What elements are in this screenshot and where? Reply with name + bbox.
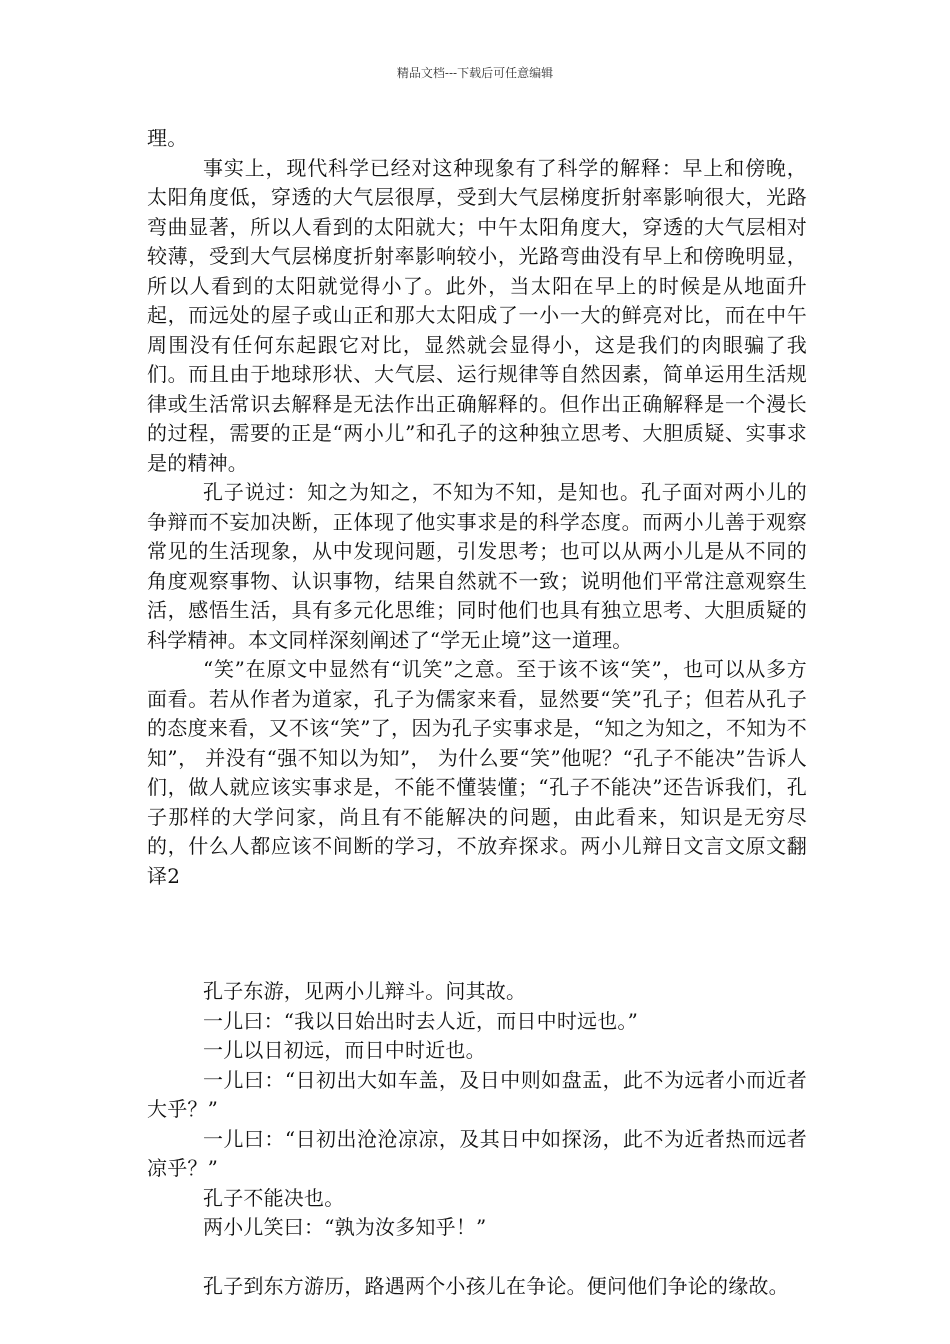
classical-text-line: 孔子不能决也。	[203, 1185, 345, 1210]
blank-space	[147, 891, 807, 977]
classical-text-line: 一儿曰：“日初出大如车盖，及日中则如盘盂，此不为远者小而近者大乎？”	[147, 1067, 807, 1121]
translation-paragraph: 孔子到东方游历，路遇两个小孩儿在争论。便问他们争论的缘故。	[203, 1273, 789, 1298]
classical-text-line: 两小儿笑曰：“孰为汝多知乎！”	[203, 1215, 487, 1239]
classical-text-line: 一儿曰：“日初出沧沧凉凉，及其日中如探汤，此不为近者热而远者凉乎？”	[147, 1126, 807, 1180]
document-body	[147, 124, 807, 1301]
blank-space	[147, 1243, 807, 1272]
classical-text-line: 孔子东游，见两小儿辩斗。问其故。	[203, 979, 527, 1003]
classical-text-line: 一儿以日初远，而日中时近也。	[203, 1038, 486, 1062]
paragraph: 理。	[147, 126, 188, 150]
classical-text-line: 一儿曰：“我以日始出时去人近，而日中时远也。”	[203, 1008, 639, 1033]
page-header: 精品文档---下载后可任意编辑	[396, 66, 554, 80]
paragraph: 孔子说过：知之为知之，不知为不知，是知也。孔子面对两小儿的争辩而不妄加决断，正体现了他实事求是的科学态度。而两小儿善于观察常见的生活现象，从中发现问题，引发思考；也可以从两小儿是从不同的角度观察事物、认识事物，结果自然就不一致；说明他们平常注意观察生活，感悟生活，具有多元化思维；同时他们也具有独立思考、大胆质疑的科学精神。本文同样深刻阐述了“学无止境”这一道理。	[147, 480, 807, 652]
paragraph: “笑”在原文中显然有“讥笑”之意。至于该不该“笑”，也可以从多方面看。若从作者为道家，孔子为儒家来看，显然要“笑”孔子；但若从孔子的态度来看，又不该“笑”了，因为孔子实事求是，“知之为知之，不知为不知”， 并没有“强不知以为知”， 为什么要“笑”他呢？“孔子不能决”告诉人们，做人就应该实事求是，不能不懂装懂；“孔子不能决”还告诉我们，孔子那样的大学问家，尚且有不能解决的问题，由此看来，知识是无穷尽的，什么人都应该不间断的学习，不放弃探求。两小儿辩日文言文原文翻译2	[147, 657, 807, 888]
paragraph: 事实上，现代科学已经对这种现象有了科学的解释：早上和傍晚，太阳角度低，穿透的大气层很厚，受到大气层梯度折射率影响很大，光路弯曲显著，所以人看到的太阳就大；中午太阳角度大，穿透的大气层相对较薄，受到大气层梯度折射率影响较小，光路弯曲没有早上和傍晚明显，所以人看到的太阳就觉得小了。此外，当太阳在早上的时候是从地面升起，而远处的屋子或山正和那大太阳成了一小一大的鲜亮对比，而在中午周围没有任何东起跟它对比，显然就会显得小，这是我们的肉眼骗了我们。而且由于地球形状、大气层、运行规律等自然因素，简单运用生活规律或生活常识去解释是无法作出正确解释的。但作出正确解释是一个漫长的过程，需要的正是“两小儿”和孔子的这种独立思考、大胆质疑、实事求是的精神。	[147, 155, 807, 475]
